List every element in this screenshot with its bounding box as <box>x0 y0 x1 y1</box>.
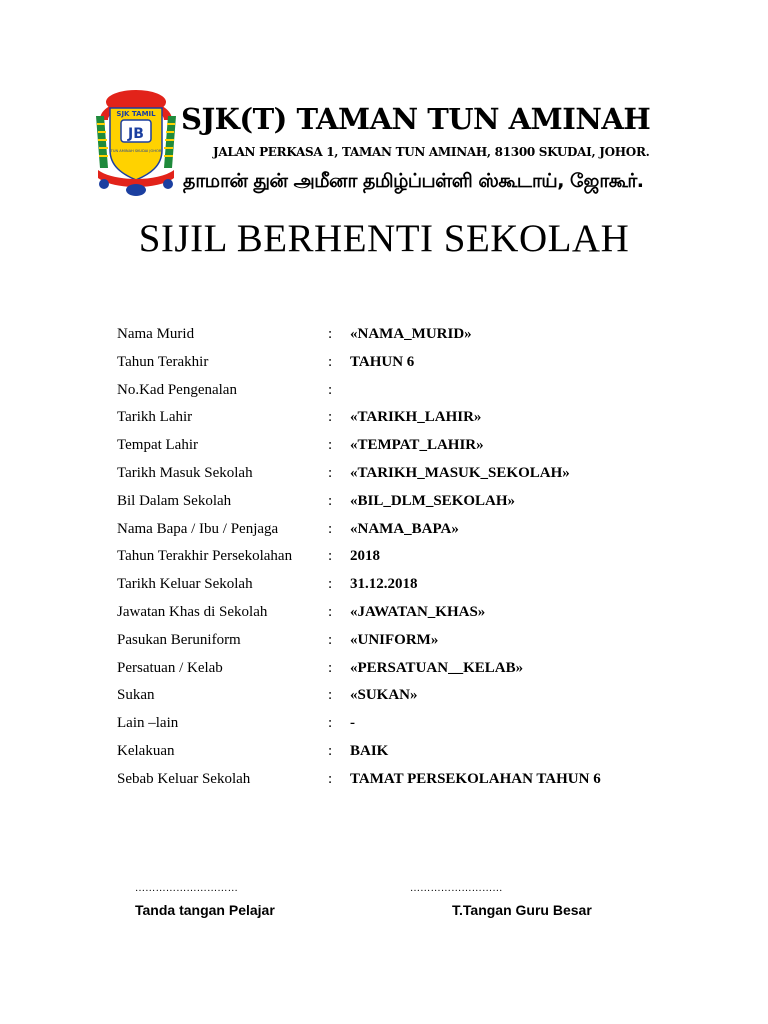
field-value: «TARIKH_LAHIR» <box>350 409 482 426</box>
field-colon: : <box>328 353 333 370</box>
field-value: «BIL_DLM_SEKOLAH» <box>350 492 516 509</box>
field-label: Tarikh Keluar Sekolah <box>117 576 253 593</box>
field-value: «NAMA_BAPA» <box>350 520 459 537</box>
field-row-tahun-terakhir <box>117 350 677 378</box>
logo-bottom-text: TUN AMINAH SKUDAI JOHOR <box>110 149 162 153</box>
crest-left-figure <box>99 179 109 189</box>
field-colon: : <box>328 492 333 509</box>
field-row-tahun-terakhir-persekolahan <box>117 544 677 572</box>
field-colon: : <box>328 548 333 565</box>
field-colon: : <box>328 603 333 620</box>
field-label: Tahun Terakhir <box>117 353 209 370</box>
student-signature-label: Tanda tangan Pelajar <box>135 902 275 918</box>
crest-shield <box>110 108 162 180</box>
field-colon: : <box>328 659 333 676</box>
field-row-jawatan-khas <box>117 600 677 628</box>
field-label: Tempat Lahir <box>117 437 198 454</box>
headmaster-signature-label: T.Tangan Guru Besar <box>452 902 592 918</box>
field-colon: : <box>328 409 333 426</box>
student-signature-line: ………………………… <box>135 883 238 894</box>
school-name: SJK(T) TAMAN TUN AMINAH <box>181 102 651 136</box>
field-colon: : <box>328 326 333 342</box>
school-name-tamil: தாமான் துன் அமீனா தமிழ்ப்பள்ளி ஸ்கூடாய், ஜோகூர். <box>183 170 644 192</box>
field-value: TAHUN 6 <box>350 353 415 370</box>
field-label: Sebab Keluar Sekolah <box>117 770 251 787</box>
field-colon: : <box>328 631 333 648</box>
field-row-tempat-lahir <box>117 433 677 461</box>
field-label: Tarikh Lahir <box>117 409 193 426</box>
field-row-sukan <box>117 683 677 711</box>
field-colon: : <box>328 437 333 454</box>
field-label: Tahun Terakhir Persekolahan <box>117 548 293 565</box>
field-label: Tarikh Masuk Sekolah <box>117 464 253 481</box>
field-row-tarikh-keluar-sekolah <box>117 572 677 600</box>
field-row-pasukan-beruniform <box>117 628 677 656</box>
field-colon: : <box>328 576 333 593</box>
field-value: «SUKAN» <box>350 687 418 704</box>
field-label: Lain –lain <box>117 715 179 732</box>
field-row-nama-bapa <box>117 517 677 545</box>
field-label: Nama Murid <box>117 326 195 342</box>
field-label: No.Kad Pengenalan <box>117 381 237 398</box>
crest-right-figure <box>163 179 173 189</box>
field-row-persatuan-kelab <box>117 656 677 684</box>
field-value: - <box>350 715 355 732</box>
school-address: JALAN PERKASA 1, TAMAN TUN AMINAH, 81300 SKUDAI, JOHOR. <box>213 145 650 159</box>
field-value: 2018 <box>350 548 380 565</box>
field-value: «TEMPAT_LAHIR» <box>350 437 484 454</box>
field-row-kelakuan <box>117 739 677 767</box>
field-colon: : <box>328 770 333 787</box>
field-value: «JAWATAN_KHAS» <box>350 603 486 620</box>
field-label: Sukan <box>117 687 155 704</box>
logo-badge-text: JB <box>128 126 144 142</box>
field-label: Nama Bapa / Ibu / Penjaga <box>117 520 279 537</box>
field-value: «TARIKH_MASUK_SEKOLAH» <box>350 464 570 481</box>
field-value: «UNIFORM» <box>350 631 439 648</box>
field-label: Kelakuan <box>117 742 175 759</box>
headmaster-signature-line: ……………………… <box>410 883 503 894</box>
field-colon: : <box>328 464 333 481</box>
field-row-nama-murid <box>117 322 677 350</box>
field-label: Persatuan / Kelab <box>117 659 223 676</box>
school-crest-logo <box>94 86 178 198</box>
field-value: «NAMA_MURID» <box>350 326 472 342</box>
field-row-bil-dalam-sekolah <box>117 489 677 517</box>
field-row-no-kad-pengenalan <box>117 378 677 406</box>
field-row-tarikh-masuk-sekolah <box>117 461 677 489</box>
field-label: Bil Dalam Sekolah <box>117 492 232 509</box>
field-value: «PERSATUAN__KELAB» <box>350 659 524 676</box>
field-colon: : <box>328 742 333 759</box>
field-value: BAIK <box>350 742 389 759</box>
crest-center-figure <box>126 184 146 196</box>
student-details-list <box>117 322 677 795</box>
field-label: Jawatan Khas di Sekolah <box>117 603 268 620</box>
field-label: Pasukan Beruniform <box>117 631 241 648</box>
field-value: 31.12.2018 <box>350 576 418 593</box>
logo-top-text: SJK TAMIL <box>116 110 156 118</box>
field-colon: : <box>328 381 333 398</box>
field-row-sebab-keluar-sekolah <box>117 767 677 795</box>
field-value: TAMAT PERSEKOLAHAN TAHUN 6 <box>350 770 601 787</box>
field-colon: : <box>328 520 333 537</box>
field-colon: : <box>328 715 333 732</box>
field-row-tarikh-lahir <box>117 405 677 433</box>
field-row-lain-lain <box>117 711 677 739</box>
field-colon: : <box>328 687 333 704</box>
certificate-title: SIJIL BERHENTI SEKOLAH <box>138 217 630 260</box>
